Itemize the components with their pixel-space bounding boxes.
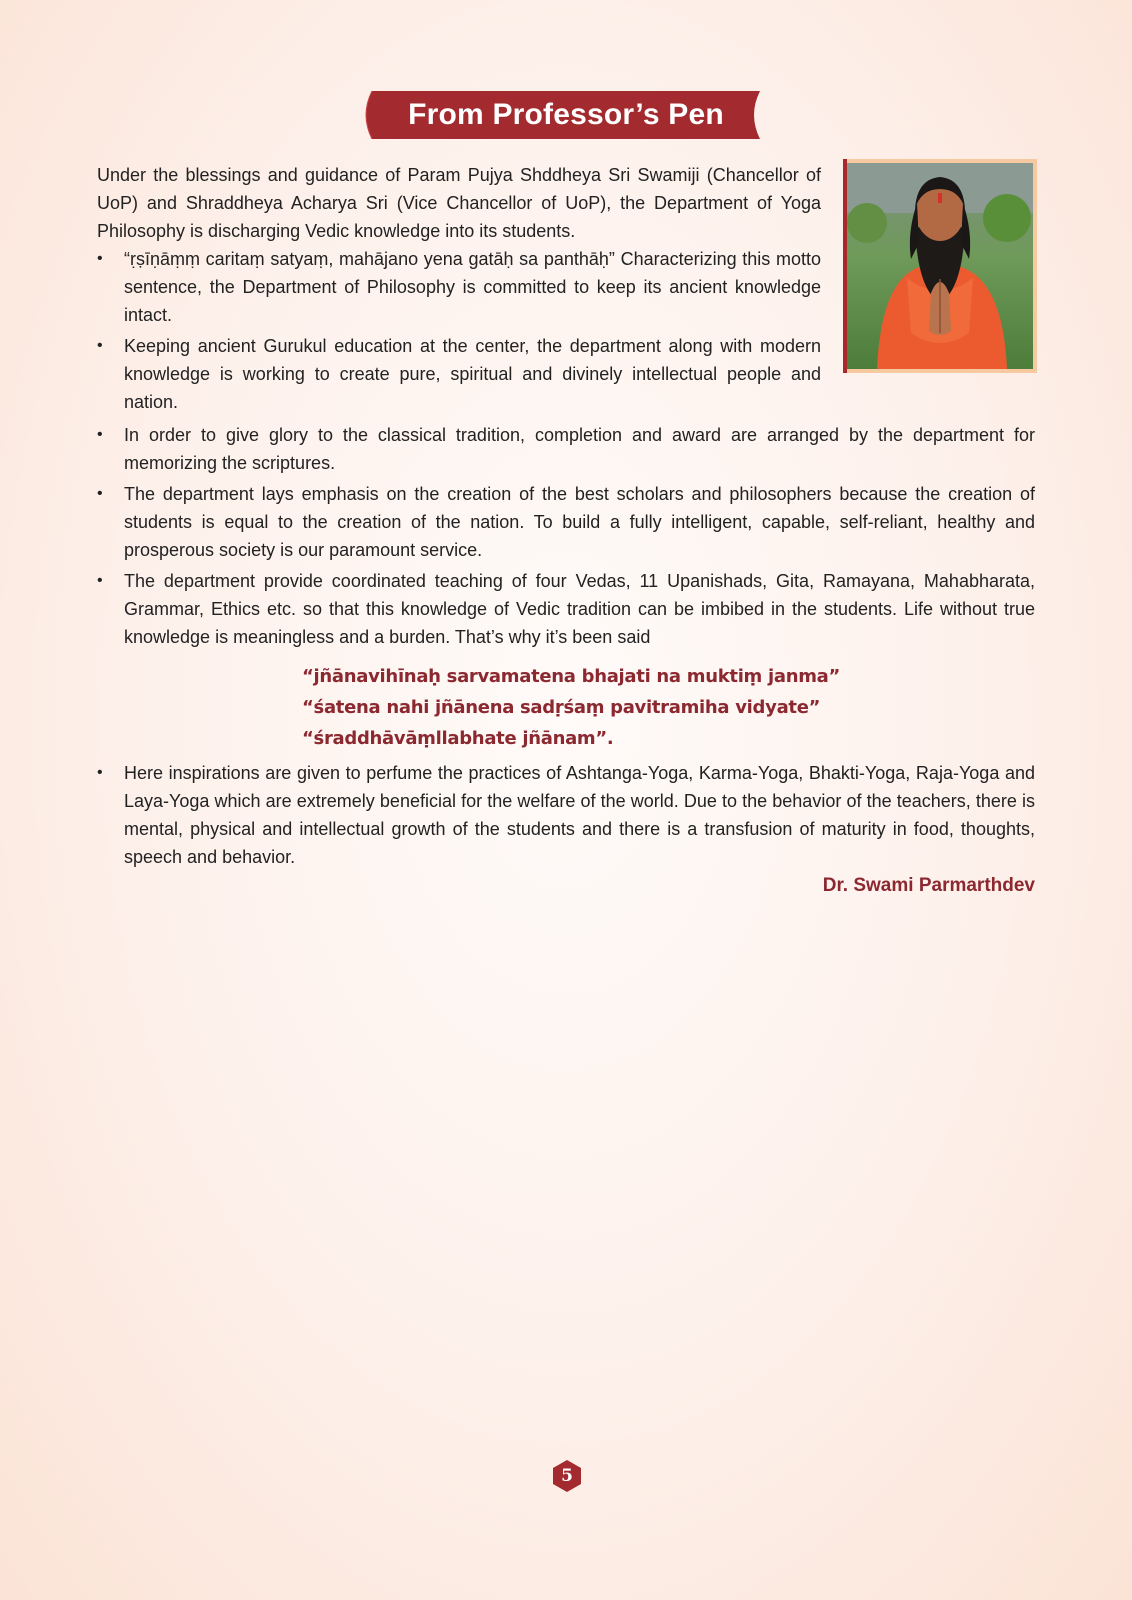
bullet-marker: • — [97, 764, 103, 781]
photo-accent-bar — [843, 159, 847, 373]
bullet-marker: • — [97, 337, 103, 354]
list-item — [97, 759, 1035, 871]
list-item — [97, 480, 1035, 564]
bullet-list-middle — [97, 421, 1035, 654]
bullet-marker: • — [97, 250, 103, 267]
quote-line: “śraddhāvāṃllabhate jñānam”. — [302, 728, 614, 749]
intro-paragraph: Under the blessings and guidance of Param Pujya Shddheya Sri Swamiji (Chancellor of UoP) and Shraddheya Acharya Sri (Vice Chancellor of UoP), the Department of Yoga Philosophy is discharging Vedic knowledge into its students. — [97, 165, 821, 241]
bullet-marker: • — [97, 426, 103, 443]
quote-line: “śatena nahi jñānena sadṛśaṃ pavitramiha vidyate” — [302, 697, 821, 718]
professor-photo — [843, 159, 1037, 373]
bullet-list-lower — [97, 759, 1035, 874]
list-item-text: Here inspirations are given to perfume the practices of Ashtanga-Yoga, Karma-Yoga, Bhakti-Yoga, Raja-Yoga and Laya-Yoga which are extremely beneficial for the welfare of the world. Due to the behavior of the teachers, there is mental, physical and intellectual growth of the students and there is a transfusion of maturity in food, thoughts, speech and behavior. — [124, 763, 1035, 867]
bullet-marker: • — [97, 572, 103, 589]
list-item-text: “ṛṣīṇāṃṃ caritaṃ satyaṃ, mahājano yena gatāḥ sa panthāḥ” Characterizing this motto sentence, the Department of Philosophy is committed to keep its ancient knowledge intact. — [124, 249, 821, 325]
list-item-text: In order to give glory to the classical tradition, completion and award are arranged by the department for memorizing the scriptures. — [124, 425, 1035, 473]
list-item — [97, 245, 821, 329]
list-item-text: The department provide coordinated teaching of four Vedas, 11 Upanishads, Gita, Ramayana, Mahabharata, Grammar, Ethics etc. so that this knowledge of Vedic tradition can be imbibed in the students. Life without true knowledge is meaningless and a burden. That’s why it’s been said — [124, 571, 1035, 647]
page-number-badge — [552, 1459, 582, 1493]
author-signature: Dr. Swami Parmarthdev — [822, 875, 1035, 896]
sanskrit-quotes — [302, 661, 840, 754]
list-item-text: Keeping ancient Gurukul education at the center, the department along with modern knowledge is working to create pure, spiritual and divinely intellectual people and nation. — [124, 336, 821, 412]
list-item — [97, 421, 1035, 477]
page-title: From Professor’s Pen — [408, 98, 724, 131]
quote-line: “jñānavihīnaḥ sarvamatena bhajati na muktiṃ janma” — [302, 666, 841, 687]
page-title-banner — [360, 91, 772, 139]
professor-portrait-illustration — [847, 163, 1033, 369]
list-item — [97, 567, 1035, 651]
list-item — [97, 332, 821, 416]
bullet-list-upper — [97, 245, 821, 419]
page-number: 5 — [561, 1466, 573, 1486]
bullet-marker: • — [97, 485, 103, 502]
list-item-text: The department lays emphasis on the creation of the best scholars and philosophers because the creation of students is equal to the creation of the nation. To build a fully intelligent, capable, self-reliant, healthy and prosperous society is our paramount service. — [124, 484, 1035, 560]
